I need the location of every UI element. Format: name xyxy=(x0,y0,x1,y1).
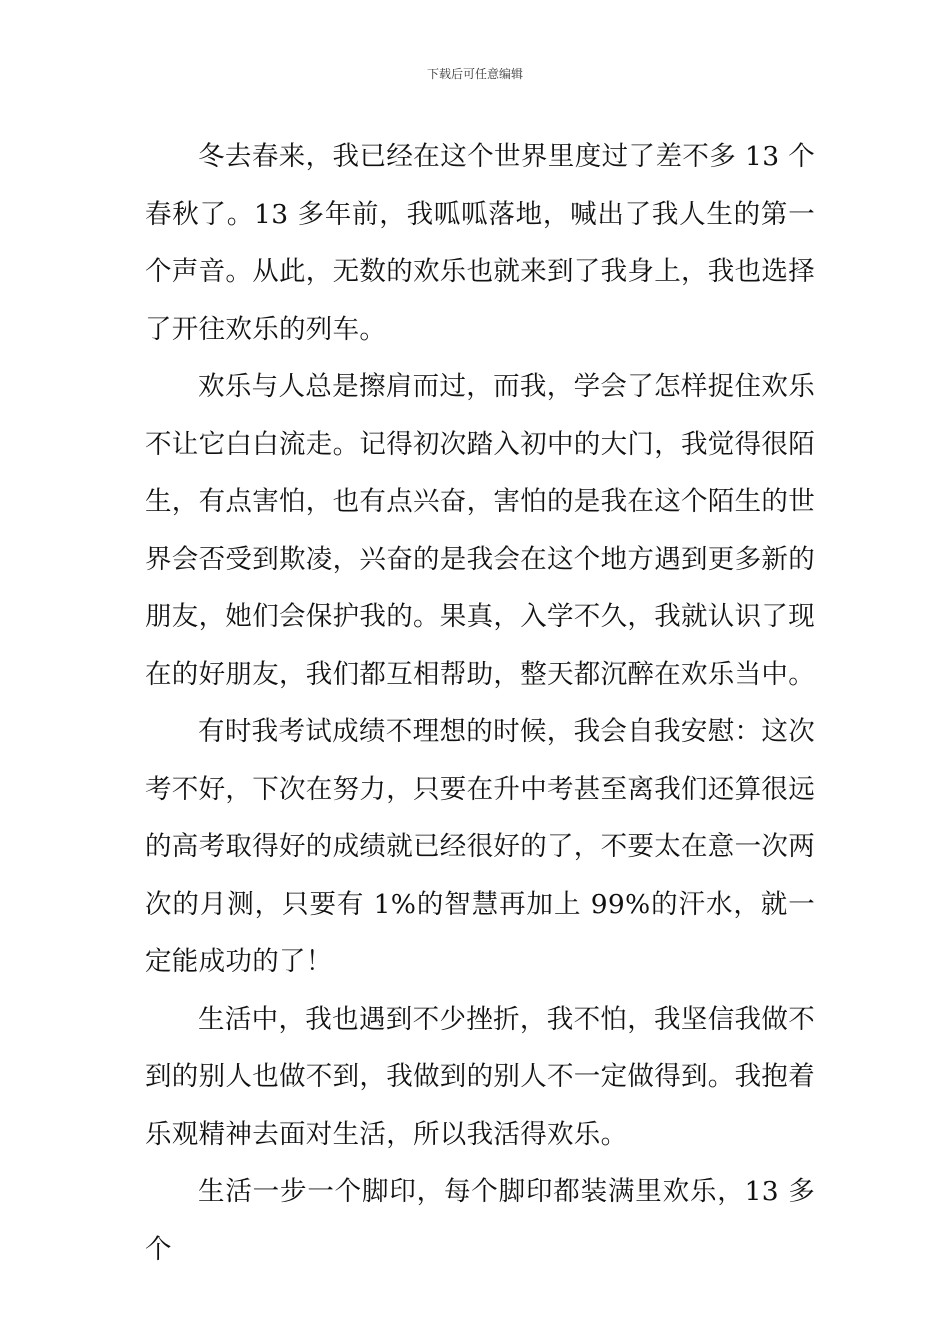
paragraph-3: 有时我考试成绩不理想的时候，我会自我安慰：这次考不好，下次在努力，只要在升中考甚至离我们还算很远的高考取得好的成绩就已经很好的了，不要太在意一次两次的月测，只要有 1%的智慧再加上 99%的汗水，就一定能成功的了！ xyxy=(145,716,815,977)
page-header: 下载后可任意编辑 xyxy=(426,67,523,81)
paragraph-4: 生活中，我也遇到不少挫折，我不怕，我坚信我做不到的别人也做不到，我做到的别人不一定做得到。我抱着乐观精神去面对生活，所以我活得欢乐。 xyxy=(145,1003,815,1150)
paragraph-2: 欢乐与人总是擦肩而过，而我，学会了怎样捉住欢乐不让它白白流走。记得初次踏入初中的大门，我觉得很陌生，有点害怕，也有点兴奋，害怕的是我在这个陌生的世界会否受到欺凌，兴奋的是我会在这个地方遇到更多新的朋友，她们会保护我的。果真，入学不久，我就认识了现在的好朋友，我们都互相帮助，整天都沉醉在欢乐当中。 xyxy=(145,371,815,690)
paragraph-1: 冬去春来，我已经在这个世界里度过了差不多 13 个春秋了。13 多年前，我呱呱落地，喊出了我人生的第一个声音。从此，无数的欢乐也就来到了我身上，我也选择了开往欢乐的列车。 xyxy=(145,141,815,345)
document-body xyxy=(145,128,815,1278)
paragraph-5: 生活一步一个脚印，每个脚印都装满里欢乐，13 多个 xyxy=(145,1176,815,1265)
